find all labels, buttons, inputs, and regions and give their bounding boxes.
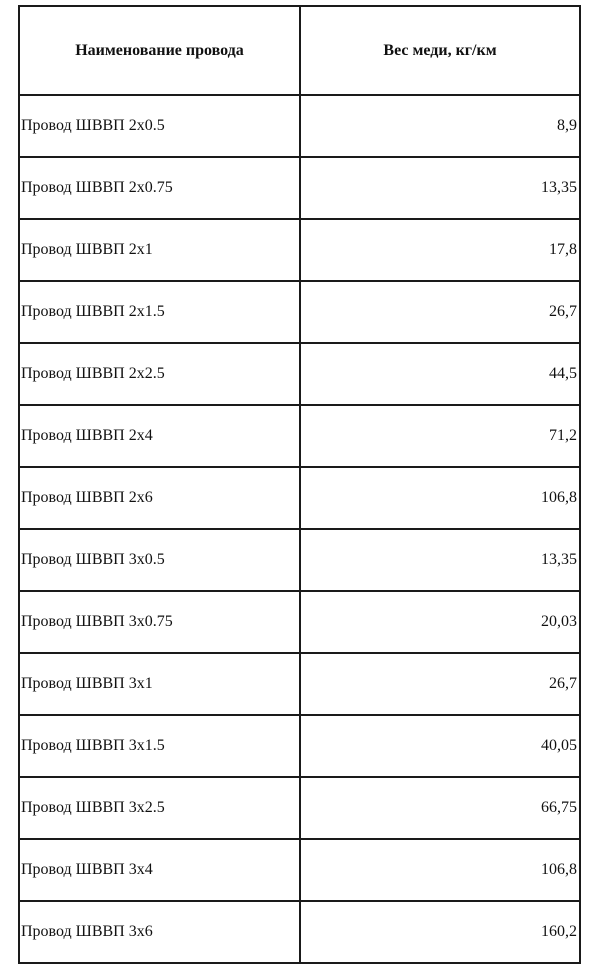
wire-name-cell: Провод ШВВП 2х0.75 xyxy=(19,157,300,219)
copper-weight-cell: 26,7 xyxy=(300,653,580,715)
wire-name-cell: Провод ШВВП 2х4 xyxy=(19,405,300,467)
copper-weight-cell: 8,9 xyxy=(300,95,580,157)
wire-name-cell: Провод ШВВП 3х0.75 xyxy=(19,591,300,653)
table-row xyxy=(19,219,580,281)
table-row xyxy=(19,343,580,405)
copper-weight-cell: 17,8 xyxy=(300,219,580,281)
table-row xyxy=(19,653,580,715)
table-row xyxy=(19,591,580,653)
copper-weight-cell: 160,2 xyxy=(300,901,580,963)
wire-name-cell: Провод ШВВП 3х1 xyxy=(19,653,300,715)
header-copper-weight: Вес меди, кг/км xyxy=(300,6,580,95)
table-row xyxy=(19,405,580,467)
copper-weight-cell: 71,2 xyxy=(300,405,580,467)
copper-weight-cell: 106,8 xyxy=(300,839,580,901)
copper-weight-cell: 13,35 xyxy=(300,157,580,219)
wire-name-cell: Провод ШВВП 3х6 xyxy=(19,901,300,963)
wire-name-cell: Провод ШВВП 3х1.5 xyxy=(19,715,300,777)
wire-weight-table xyxy=(18,5,581,964)
copper-weight-cell: 106,8 xyxy=(300,467,580,529)
copper-weight-cell: 44,5 xyxy=(300,343,580,405)
wire-name-cell: Провод ШВВП 3х4 xyxy=(19,839,300,901)
wire-name-cell: Провод ШВВП 2х2.5 xyxy=(19,343,300,405)
copper-weight-cell: 20,03 xyxy=(300,591,580,653)
table-header-row xyxy=(19,6,580,95)
table-row xyxy=(19,529,580,591)
wire-name-cell: Провод ШВВП 3х0.5 xyxy=(19,529,300,591)
copper-weight-cell: 13,35 xyxy=(300,529,580,591)
table-row xyxy=(19,901,580,963)
wire-name-cell: Провод ШВВП 3х2.5 xyxy=(19,777,300,839)
table-row xyxy=(19,715,580,777)
copper-weight-cell: 26,7 xyxy=(300,281,580,343)
table-row xyxy=(19,777,580,839)
header-wire-name: Наименование провода xyxy=(19,6,300,95)
copper-weight-cell: 66,75 xyxy=(300,777,580,839)
table-row xyxy=(19,281,580,343)
table-row xyxy=(19,467,580,529)
wire-name-cell: Провод ШВВП 2х1.5 xyxy=(19,281,300,343)
table-row xyxy=(19,157,580,219)
wire-name-cell: Провод ШВВП 2х1 xyxy=(19,219,300,281)
wire-name-cell: Провод ШВВП 2х6 xyxy=(19,467,300,529)
table-row xyxy=(19,95,580,157)
copper-weight-cell: 40,05 xyxy=(300,715,580,777)
wire-name-cell: Провод ШВВП 2х0.5 xyxy=(19,95,300,157)
table-body xyxy=(19,95,580,963)
wire-weight-table-container xyxy=(18,5,581,964)
table-row xyxy=(19,839,580,901)
